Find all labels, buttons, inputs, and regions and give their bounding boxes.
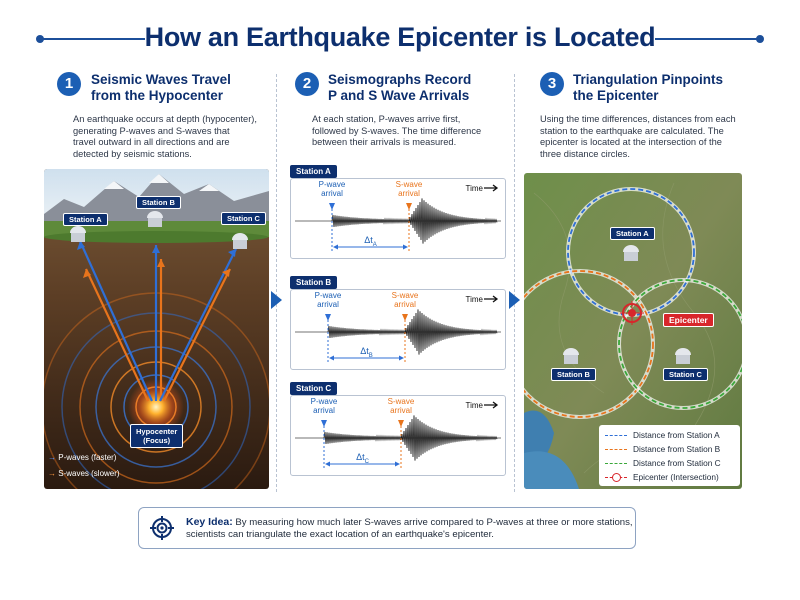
delta-t-label: $\Delta t_C$ (356, 452, 369, 465)
step-2-description: At each station, P-waves arrive first, followed by S-waves. The time difference between their arrivals is measured. (312, 114, 482, 148)
step-3-title: Triangulation Pinpoints the Epicenter (573, 72, 723, 103)
station-b-label: Station B (136, 196, 181, 209)
s-arrival-line-arrow (402, 314, 408, 321)
s-arrival-line-arrow (406, 203, 412, 210)
time-axis-label: Time (465, 184, 483, 193)
seismograph-station-label: Station C (290, 382, 337, 395)
delta-t-arrowhead (403, 245, 408, 250)
step-1-title: Seismic Waves Travel from the Hypocenter (91, 72, 231, 103)
hypocenter-label: Hypocenter (Focus) (130, 424, 183, 448)
p-wave-arrival-label: P-wave arrival (318, 180, 346, 198)
seismograph-station-label: Station B (290, 276, 337, 289)
target-icon (150, 516, 174, 540)
map-station-c-label: Station C (663, 368, 708, 381)
time-axis-label: Time (465, 295, 483, 304)
key-idea-box (138, 507, 636, 549)
s-wave-arrival-label: S-wave arrival (395, 180, 423, 198)
delta-t-arrowhead (325, 462, 330, 467)
p-wave-arrival-label: P-wave arrival (310, 397, 338, 415)
map-station-b-label: Station B (551, 368, 596, 381)
s-wave-legend: → S-waves (slower) (48, 469, 120, 478)
p-arrival-line-arrow (325, 314, 331, 321)
delta-t-arrowhead (395, 462, 400, 467)
map-station-a-label: Station A (610, 227, 655, 240)
delta-t-label: $\Delta t_B$ (360, 346, 373, 359)
page-title: How an Earthquake Epicenter is Located (144, 22, 656, 52)
p-wave-legend: → P-waves (faster) (48, 453, 117, 462)
station-c-label: Station C (221, 212, 266, 225)
key-idea-text: Key Idea: By measuring how much later S-waves arrive compared to P-waves at three or more stations, scientists can triangulate the exact location of an earthquake's epicenter. (186, 516, 633, 540)
time-axis-label: Time (465, 401, 483, 410)
column-divider (514, 74, 515, 492)
seismograph-station-label: Station A (290, 165, 337, 178)
earth-cross-section (44, 169, 269, 489)
delta-t-arrowhead (333, 245, 338, 250)
s-arrival-line-arrow (398, 420, 404, 427)
time-arrow-icon (484, 402, 497, 408)
arrow-right-icon (509, 291, 520, 309)
delta-t-label: $\Delta t_A$ (364, 235, 377, 248)
time-arrow-icon (484, 185, 497, 191)
epicenter-label: Epicenter (663, 313, 714, 327)
time-arrow-icon (484, 296, 497, 302)
s-wave-arrival-label: S-wave arrival (391, 291, 419, 309)
step-3-description: Using the time differences, distances from each station to the earthquake are calculated. The epicenter is located at the intersection of the three distance circles. (540, 114, 736, 159)
column-divider (276, 74, 277, 492)
arrow-right-icon (271, 291, 282, 309)
step-1-badge: 1 (57, 72, 81, 96)
step-2-badge: 2 (295, 72, 319, 96)
seismogram (290, 395, 506, 476)
seismogram (290, 178, 506, 259)
station-a-label: Station A (63, 213, 108, 226)
step-1-description: An earthquake occurs at depth (hypocenter), generating P-waves and S-waves that travel outward in all directions and are detected by seismic stations. (73, 114, 257, 159)
p-wave-arrival-label: P-wave arrival (314, 291, 342, 309)
p-arrival-line-arrow (329, 203, 335, 210)
delta-t-arrowhead (329, 356, 334, 361)
distance-legend: Distance from Station A Distance from Station B Distance from Station C Epicenter (Intersection) (599, 425, 740, 486)
delta-t-arrowhead (399, 356, 404, 361)
p-arrival-line-arrow (321, 420, 327, 427)
seismogram (290, 289, 506, 370)
step-2-title: Seismographs Record P and S Wave Arrivals (328, 72, 472, 103)
s-wave-arrival-label: S-wave arrival (387, 397, 415, 415)
step-3-badge: 3 (540, 72, 564, 96)
